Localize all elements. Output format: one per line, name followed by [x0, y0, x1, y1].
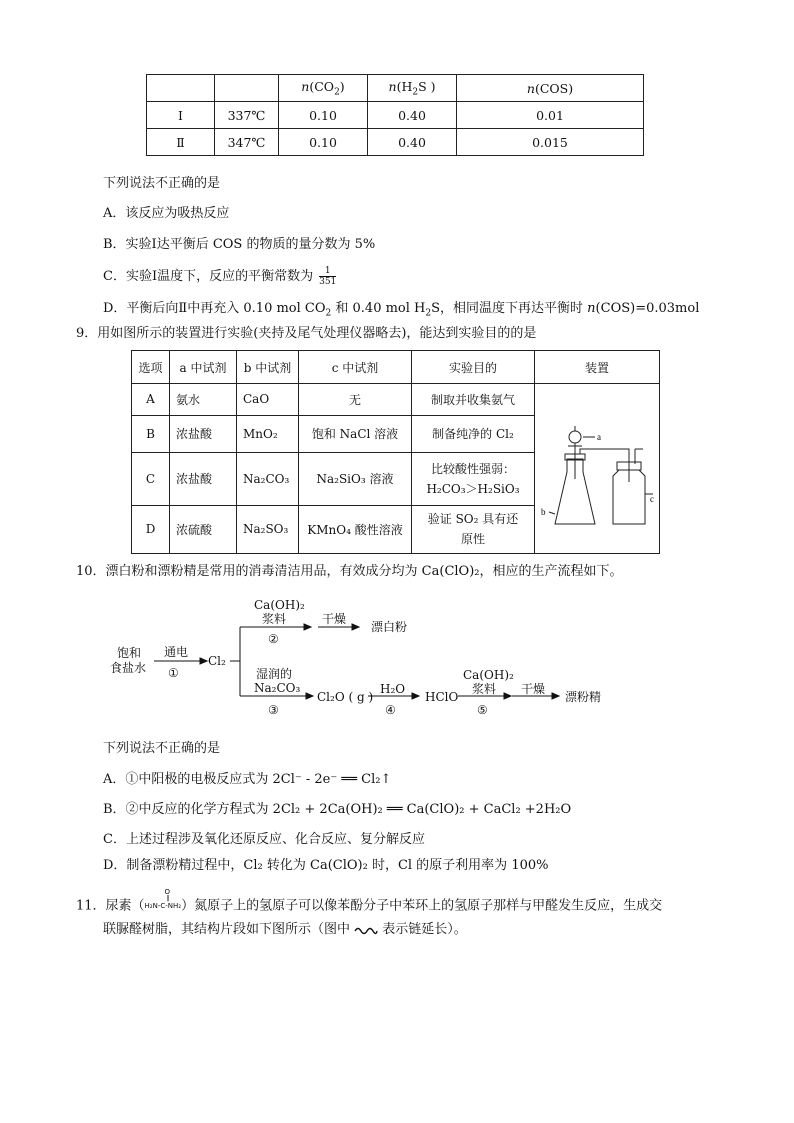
urea-formula: H₂N-C-NH₂ [144, 902, 182, 910]
q10-option-d: D．制备漂粉精过程中，Cl₂ 转化为 Ca(ClO)₂ 时，Cl 的原子利用率为 100% [103, 858, 549, 873]
flow-dry2: 干燥 [521, 682, 546, 696]
table-cell: C [132, 453, 170, 506]
q8-d-text-3: S，相同温度下再达平衡时 [431, 301, 588, 316]
q8-d-text-1: D．平衡后向Ⅱ中再充入 0.10 mol CO [103, 301, 326, 316]
q10-option-a: A．①中阳极的电极反应式为 2Cl⁻ - 2e⁻ ══ Cl₂↑ [103, 772, 392, 787]
table-cell: 浓盐酸 [170, 453, 237, 506]
q10-sub-stem: 下列说法不正确的是 [103, 741, 221, 756]
table-cell: 饱和 NaCl 溶液 [299, 415, 412, 452]
flow-step1-label: 通电 [164, 645, 189, 659]
flow-product2: 漂粉精 [565, 690, 602, 704]
table-cell: 337℃ [215, 102, 279, 129]
table-cell: 浓硫酸 [170, 505, 237, 553]
table-cell: D [132, 505, 170, 553]
table-header-cell: a 中试剂 [170, 351, 237, 384]
table-cell: CaO [237, 384, 299, 416]
flow-step3-num: ③ [268, 703, 279, 717]
table-header-cell: 实验目的 [412, 351, 535, 384]
q8-d-text-2: 和 0.40 mol H [331, 301, 426, 316]
table-cell: Na₂SiO₃ 溶液 [299, 453, 412, 506]
table-cell: B [132, 415, 170, 452]
flow-step5-num: ⑤ [477, 703, 488, 717]
table-header-cell: c 中试剂 [299, 351, 412, 384]
table-header-h2s: $n(H_2S$ ) [368, 75, 457, 102]
q8-option-c-text: C．实验Ⅰ温度下，反应的平衡常数为 [103, 269, 314, 284]
flow-hclo: HClO [425, 690, 459, 704]
q8-option-a: A．该反应为吸热反应 [103, 206, 230, 221]
flow-step1-num: ① [168, 666, 179, 680]
flow-product1: 漂白粉 [371, 620, 408, 634]
q11-text-2: ）氮原子上的氢原子可以像苯酚分子中苯环上的氢原子那样与甲醛发生反应，生成交 [181, 898, 663, 914]
q8-stem: 下列说法不正确的是 [103, 176, 221, 191]
table-cell: 0.40 [368, 129, 457, 156]
flow-step2-num: ② [268, 632, 279, 646]
table-cell: Na₂CO₃ [237, 453, 299, 506]
flow-step3-label-1: 湿润的 [256, 667, 293, 681]
flow-start-2: 食盐水 [110, 661, 147, 675]
table-cell: KMnO₄ 酸性溶液 [299, 505, 412, 553]
q11-text-1: 11．尿素（ [76, 898, 145, 914]
table-cell: 0.10 [279, 129, 368, 156]
table-cell: A [132, 384, 170, 416]
flow-step5-label-1: Ca(OH)₂ [463, 668, 514, 682]
table-cell: 无 [299, 384, 412, 416]
fraction-denominator: 351 [319, 277, 337, 287]
flow-h2o: H₂O [380, 682, 406, 696]
table-header-cell: 装置 [535, 351, 660, 384]
flow-step2-label-1: Ca(OH)₂ [254, 598, 305, 612]
table-cell: 0.10 [279, 102, 368, 129]
flow-dry1: 干燥 [322, 612, 347, 626]
table-cell: 氨水 [170, 384, 237, 416]
table-cell: 比较酸性强弱：H₂CO₃＞H₂SiO₃ [412, 453, 535, 506]
q8-option-b: B．实验Ⅰ达平衡后 COS 的物质的量分数为 5% [103, 237, 376, 252]
table-cell: 0.015 [457, 129, 644, 156]
table-header-cos: n(COS) [457, 75, 644, 102]
flow-step2-label-2: 浆料 [262, 612, 287, 626]
q10-option-b: B．②中反应的化学方程式为 2Cl₂ + 2Ca(OH)₂ ══ Ca(ClO)₂ + CaCl₂ +2H₂O [103, 802, 572, 817]
q9-stem: 9．用如图所示的装置进行实验(夹持及尾气处理仪器略去)，能达到实验目的的是 [76, 326, 537, 341]
table-cell: 制取并收集氨气 [412, 384, 535, 416]
table-header-cell: b 中试剂 [237, 351, 299, 384]
q8-d-text-4: n [587, 301, 596, 316]
table-header-co2: $n(CO_2)$ [279, 75, 368, 102]
q11-line-1 [76, 888, 663, 916]
label-b: b [541, 507, 546, 517]
urea-structure: O ‖ H₂N-C-NH₂ [145, 897, 182, 915]
q11-line-2 [103, 921, 467, 939]
q10-stem: 10．漂白粉和漂粉精是常用的消毒清洁用品，有效成分均为 Ca(ClO)₂，相应的生产流程如下。 [76, 564, 623, 579]
q8-d-text-5: (COS)=0.03mol [595, 301, 700, 316]
table-cell: 0.01 [457, 102, 644, 129]
q11-text-3: 联脲醛树脂，其结构片段如下图所示（图中 [103, 922, 351, 937]
flow-start-1: 饱和 [117, 646, 142, 660]
table-cell: Na₂SO₃ [237, 505, 299, 553]
flow-step4-num: ④ [385, 703, 396, 717]
label-a: a [597, 432, 601, 442]
table-cell: Ⅰ [147, 102, 215, 129]
table-cell: 347℃ [215, 129, 279, 156]
table-cell: 验证 SO₂ 具有还原性 [412, 505, 535, 553]
flow-cl2: Cl₂ [208, 654, 226, 668]
flow-step3-label-2: Na₂CO₃ [254, 681, 301, 695]
label-c: c [650, 494, 654, 504]
wavy-bond-icon [354, 925, 378, 935]
table-cell: MnO₂ [237, 415, 299, 452]
table-cell: 浓盐酸 [170, 415, 237, 452]
fraction-numerator: 1 [319, 266, 336, 277]
q10-option-c: C．上述过程涉及氧化还原反应、化合反应、复分解反应 [103, 832, 425, 847]
table-cell: Ⅱ [147, 129, 215, 156]
urea-oxygen: O [164, 888, 171, 896]
table-cell: 0.40 [368, 102, 457, 129]
flow-cl2o: Cl₂O ( g ) [317, 690, 374, 704]
table-cell: 制备纯净的 Cl₂ [412, 415, 535, 452]
q11-text-4: 表示链延长）。 [382, 922, 467, 937]
q8-option-d: D．平衡后向Ⅱ中再充入 0.10 mol $CO_2$ 和 0.40 mol $H_2S$，相同温度下再达平衡时 n(COS)=0.03mol [103, 301, 700, 319]
flow-step5-label-2: 浆料 [472, 682, 497, 696]
table-header-cell: 选项 [132, 351, 170, 384]
